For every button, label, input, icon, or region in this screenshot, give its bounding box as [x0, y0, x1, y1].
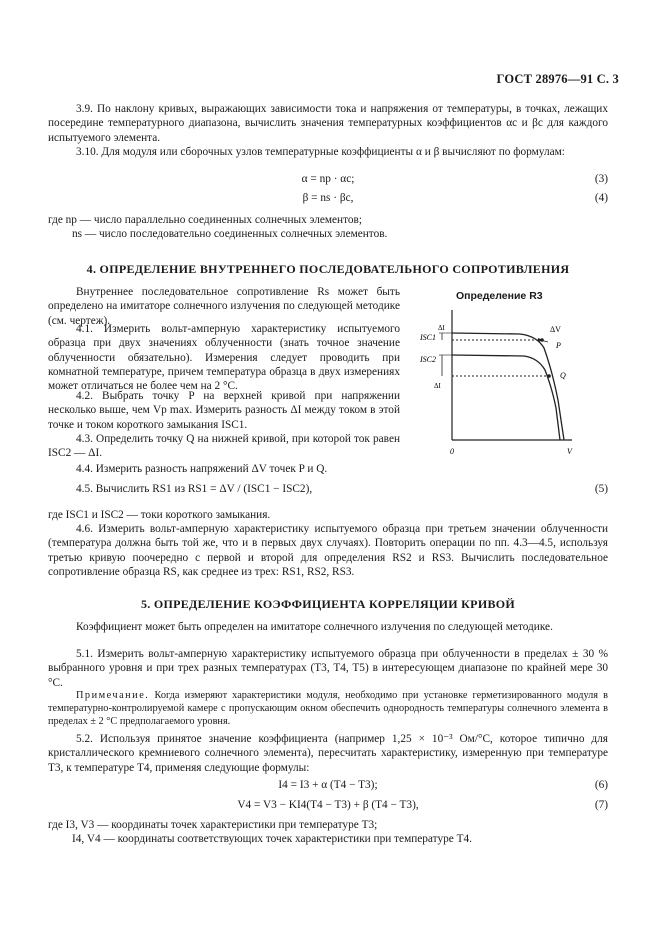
formula-7-number: (7) [594, 799, 608, 811]
where-block-3 [48, 818, 608, 847]
formula-7 [48, 798, 608, 814]
label-origin: 0 [450, 447, 454, 456]
paragraph-5-intro: Коэффициент может быть определен на имитаторе солнечного излучения по следующей методике. [76, 621, 553, 633]
label-dv: ΔV [550, 325, 561, 334]
section-5-heading: 5. ОПРЕДЕЛЕНИЕ КОЭФФИЦИЕНТА КОРРЕЛЯЦИИ КРИВОЙ [140, 597, 516, 611]
label-v-axis: V [567, 447, 572, 456]
formula-6-expr: I4 = I3 + α (T4 − T3); [278, 779, 378, 791]
page-header: ГОСТ 28976—91 С. 3 [496, 72, 619, 86]
iv-curve-figure [412, 300, 612, 462]
paragraph-3-10 [48, 145, 608, 159]
note-block [48, 689, 608, 729]
formula-3-expr: α = np · αc; [301, 173, 355, 185]
where-np: где np — число параллельно соединенных солнечных элементов; [48, 214, 362, 226]
label-isc1: ISC1 [420, 333, 436, 342]
label-p: P [556, 341, 561, 350]
paragraph-5-2: 5.2. Используя принятое значение коэффициента (например 1,25 × 10⁻³ Ом/°С, которое типично для кристаллического кремниевого солнечного элемента), пересчитать характеристику, измеренную при температуре T3, к температуре T4, применяя следующие формулы: [48, 733, 608, 774]
formula-5-number: (5) [594, 483, 608, 495]
formula-6 [48, 778, 608, 794]
where-i4-v4: I4, V4 — координаты соответствующих точек характеристики при температуре T4. [72, 833, 472, 846]
formula-4-number: (4) [594, 192, 608, 204]
figure-title: Определение R3 [456, 290, 543, 302]
paragraph-3-9-text: 3.9. По наклону кривых, выражающих зависимости тока и напряжения от температуры, в точках, лежащих посередине температурного диапазона, вычислить значения температурных коэффициентов αc и βc для каждого испытуемого элемента. [48, 103, 608, 144]
formula-3 [48, 172, 608, 188]
section-4-heading: 4. ОПРЕДЕЛЕНИЕ ВНУТРЕННЕГО ПОСЛЕДОВАТЕЛЬНОГО СОПРОТИВЛЕНИЯ [86, 262, 570, 276]
where-ns: ns — число последовательно соединенных солнечных элементов. [72, 228, 388, 241]
where-i3-v3: где I3, V3 — координаты точек характеристики при температуре T3; [48, 819, 378, 831]
formula-5 [48, 482, 608, 504]
paragraph-5-1: 5.1. Измерить вольт-амперную характеристику испытуемого образца при облученности в пределах ± 30 % выбранного уровня и при трех разных температурах (T3, T4, T5) в интересующем диапазоне по крайней мере 30 °С. [48, 648, 608, 689]
formula-4 [48, 191, 608, 207]
lower-iv-curve [452, 355, 560, 440]
formula-6-number: (6) [594, 779, 608, 791]
label-di-bottom: ΔI [434, 382, 441, 390]
paragraph-4-4: 4.4. Измерить разность напряжений ΔV точек P и Q. [76, 463, 328, 475]
label-isc2: ISC2 [420, 355, 436, 364]
paragraph-4-6: 4.6. Измерить вольт-амперную характеристику испытуемого образца при третьем значении облученности (температура должна быть той же, что и в первых двух случаях). Повторить операции по пп. 4.3—4.5, используя третью кривую поочередно с первой и второй для определения RS2 и RS3. Вычислить последовательное сопротивление образца RS, как среднее из трех: RS1, RS2, RS3. [48, 523, 608, 578]
paragraph-4-intro: Внутреннее последовательное сопротивление Rs может быть определено на имитаторе солнечного излучения по следующей методике (см. чертеж). [48, 286, 400, 327]
where-block-1 [48, 213, 608, 242]
formula-5-expr: 4.5. Вычислить RS1 из RS1 = ΔV / (ISC1 − ISC2), [76, 483, 313, 495]
formula-4-expr: β = ns · βc, [302, 192, 354, 204]
paragraph-4-1: 4.1. Измерить вольт-амперную характеристику испытуемого образца при двух значениях облученности (знать точное значение облученности обязательно). Измерения следует проводить при комнатной температуре, причем температура образца в двух измерениях может отличаться не более чем на 2 °С. [48, 323, 400, 393]
upper-iv-curve [452, 333, 564, 440]
paragraph-4-3: 4.3. Определить точку Q на нижней кривой, при которой ток равен ISC2 — ΔI. [48, 433, 400, 460]
paragraph-3-10-text: 3.10. Для модуля или сборочных узлов температурные коэффициенты α и β вычисляют по формулам: [76, 146, 565, 158]
label-di-top: ΔI [438, 324, 445, 332]
note-text: Когда измеряют характеристики модуля, необходимо при установке герметизированного модуля в температурно-контролируемой камере с пропускающим окном обеспечить однородность температуры солнечного элемента в пределах ± 2 °С предполагаемого уровня. [48, 690, 609, 728]
where-block-2: где ISC1 и ISC2 — токи короткого замыкания. [48, 509, 271, 521]
paragraph-3-9 [48, 102, 608, 145]
formula-3-number: (3) [594, 173, 608, 185]
label-q: Q [560, 371, 566, 380]
point-p-dot [540, 338, 544, 342]
point-q-dot [547, 374, 551, 378]
paragraph-4-2: 4.2. Выбрать точку P на верхней кривой при напряжении несколько выше, чем Vp max. Измерить разность ΔI между током в этой точке и током короткого замыкания ISC1. [48, 390, 400, 431]
note-label: Примечание. [76, 690, 150, 701]
formula-7-expr: V4 = V3 − KI4(T4 − T3) + β (T4 − T3), [237, 799, 419, 811]
